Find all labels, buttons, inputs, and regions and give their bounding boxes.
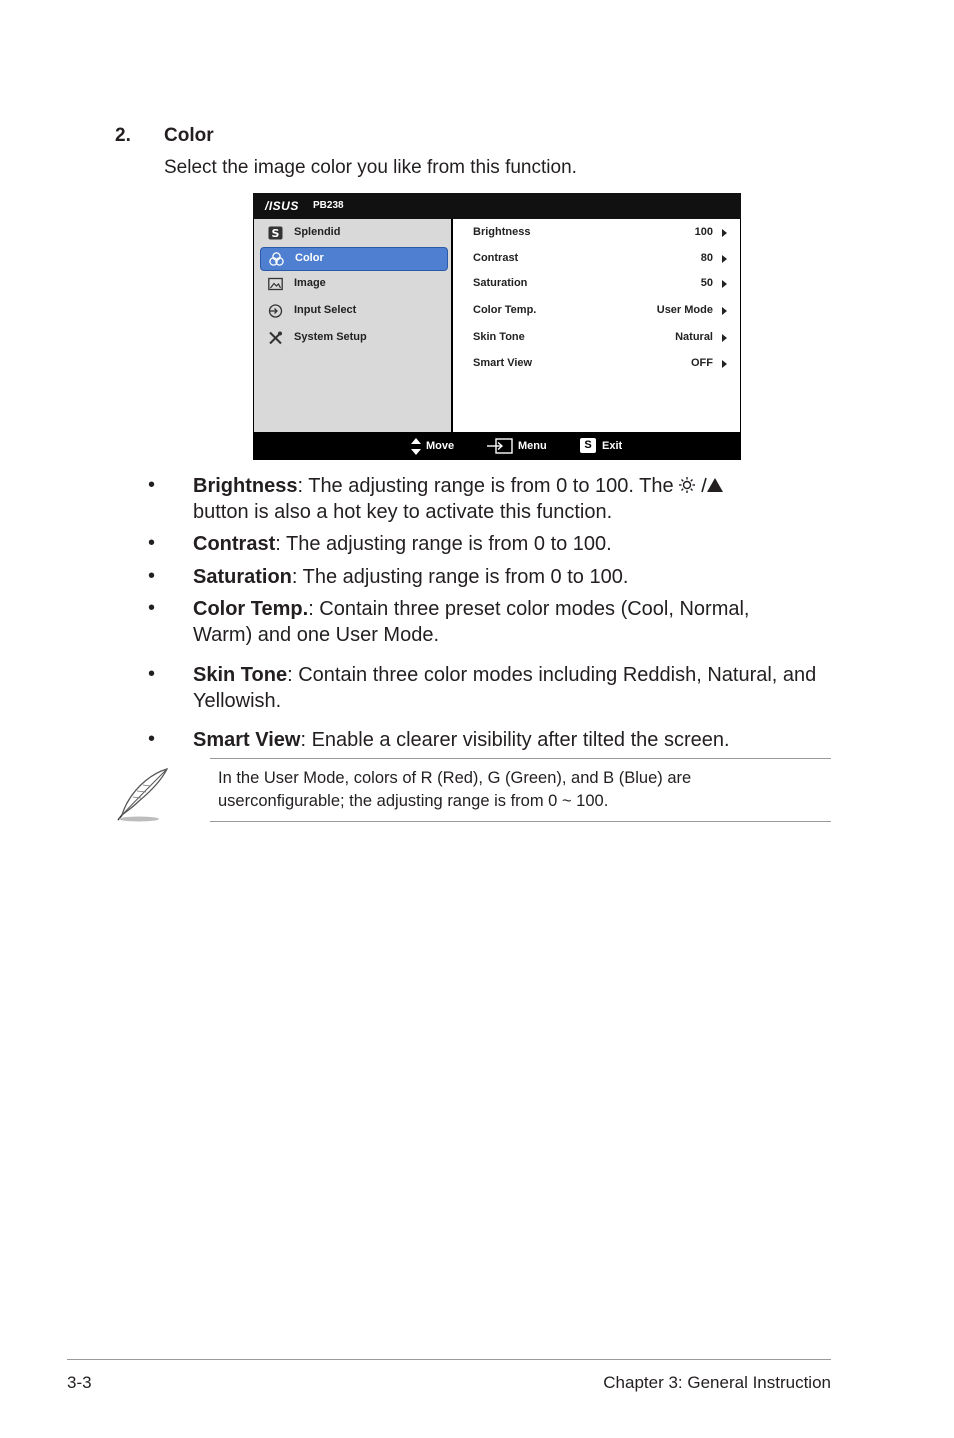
setting-value: 100 (694, 226, 713, 238)
chapter-title: Chapter 3: General Instruction (603, 1373, 831, 1392)
bullet-text: : Enable a clearer visibility after tilted the screen. (300, 729, 730, 751)
arrow-right-icon (722, 255, 727, 263)
menu-item-label: System Setup (294, 331, 367, 343)
bullet-term: Skin Tone (193, 664, 288, 686)
setting-value: 80 (700, 252, 713, 264)
menu-item-image[interactable] (260, 273, 448, 295)
image-icon (268, 277, 283, 291)
section-intro: Select the image color you like from this function. (164, 157, 577, 178)
setting-value: OFF (691, 357, 713, 369)
setting-value: 50 (700, 277, 713, 289)
bullet-text: : Contain three preset color modes (Cool, Normal, Warm) and one User Mode. (193, 598, 750, 646)
exit-s-key-icon: S (580, 438, 596, 453)
up-down-arrows-icon (411, 438, 421, 455)
note-bottom-rule (210, 821, 831, 822)
bullet-text-continued: button is also a hot key to activate this function. (193, 501, 613, 523)
setting-label: Brightness (473, 226, 531, 238)
asus-logo: /ISUS (265, 199, 299, 213)
note-text (218, 767, 818, 813)
menu-item-color[interactable] (260, 247, 448, 271)
menu-item-label: Input Select (294, 304, 357, 316)
page-number: 3-3 (67, 1373, 92, 1392)
menu-item-label: Splendid (294, 226, 341, 238)
bullet-dot: • (148, 663, 156, 685)
arrow-right-icon (722, 229, 727, 237)
bullet-dot: • (148, 474, 156, 496)
bullet-saturation (193, 564, 843, 590)
tools-icon (268, 331, 283, 345)
setting-contrast[interactable] (473, 250, 727, 268)
osd-title-bar (253, 193, 741, 219)
bullet-text: : The adjusting range is from 0 to 100. The (297, 475, 680, 497)
note-top-rule (210, 758, 831, 759)
bullet-text: : The adjusting range is from 0 to 100. (291, 566, 629, 588)
bullet-color-temp (193, 596, 813, 648)
arrow-right-icon (722, 307, 727, 315)
setting-label: Saturation (473, 277, 528, 289)
setting-label: Smart View (473, 357, 533, 369)
feather-pen-icon (113, 767, 171, 823)
bullet-smart-view (193, 727, 843, 753)
bullet-contrast (193, 531, 843, 557)
osd-hint-bar (253, 432, 741, 460)
menu-item-system-setup[interactable] (260, 327, 448, 349)
osd-model-name: PB238 (313, 200, 344, 211)
bullet-dot: • (148, 728, 156, 750)
bullet-dot: • (148, 532, 156, 554)
section-number: 2. (115, 125, 131, 146)
setting-saturation[interactable] (473, 275, 727, 293)
splendid-s-icon (268, 226, 283, 240)
setting-label: Color Temp. (473, 304, 537, 316)
menu-item-label: Color (295, 252, 324, 264)
footer-rule (67, 1359, 831, 1360)
setting-smart-view[interactable] (473, 355, 727, 373)
bullet-term: Contrast (193, 533, 276, 555)
svg-text:S: S (271, 227, 280, 240)
bullet-term: Brightness (193, 475, 298, 497)
menu-item-label: Image (294, 277, 326, 289)
bullet-term: Color Temp. (193, 598, 309, 620)
hint-menu: Menu (518, 440, 547, 452)
setting-value: User Mode (656, 304, 713, 316)
bullet-text: : Contain three color modes including Reddish, Natural, and Yellowish. (193, 664, 817, 712)
osd-menu (253, 193, 741, 460)
bullet-text: : The adjusting range is from 0 to 100. (275, 533, 612, 555)
setting-brightness[interactable] (473, 224, 727, 242)
section-title: Color (164, 125, 214, 146)
setting-skin-tone[interactable] (473, 329, 727, 347)
hint-move: Move (426, 440, 455, 452)
menu-item-splendid[interactable] (260, 222, 448, 244)
sun-up-hotkey-icon (679, 476, 723, 494)
osd-submenu (453, 219, 740, 432)
arrow-right-icon (722, 360, 727, 368)
arrow-right-icon (722, 280, 727, 288)
menu-item-input-select[interactable] (260, 300, 448, 322)
arrow-right-icon (722, 334, 727, 342)
menu-enter-icon (487, 438, 513, 454)
hint-exit: Exit (602, 440, 623, 452)
note-line-2: userconfigurable; the adjusting range is from 0 ~ 100. (218, 792, 609, 810)
osd-main-menu (254, 219, 451, 432)
note-line-1: In the User Mode, colors of R (Red), G (Green), and B (Blue) are (218, 769, 692, 787)
input-select-icon (268, 304, 283, 318)
setting-value: Natural (675, 331, 713, 343)
bullet-term: Smart View (193, 729, 301, 751)
bullet-brightness (193, 473, 843, 525)
setting-label: Contrast (473, 252, 519, 264)
setting-label: Skin Tone (473, 331, 525, 343)
bullet-dot: • (148, 565, 156, 587)
bullet-dot: • (148, 597, 156, 619)
color-circles-icon (269, 252, 284, 266)
bullet-term: Saturation (193, 566, 292, 588)
bullet-skin-tone (193, 662, 838, 714)
setting-color-temp[interactable] (473, 302, 727, 320)
